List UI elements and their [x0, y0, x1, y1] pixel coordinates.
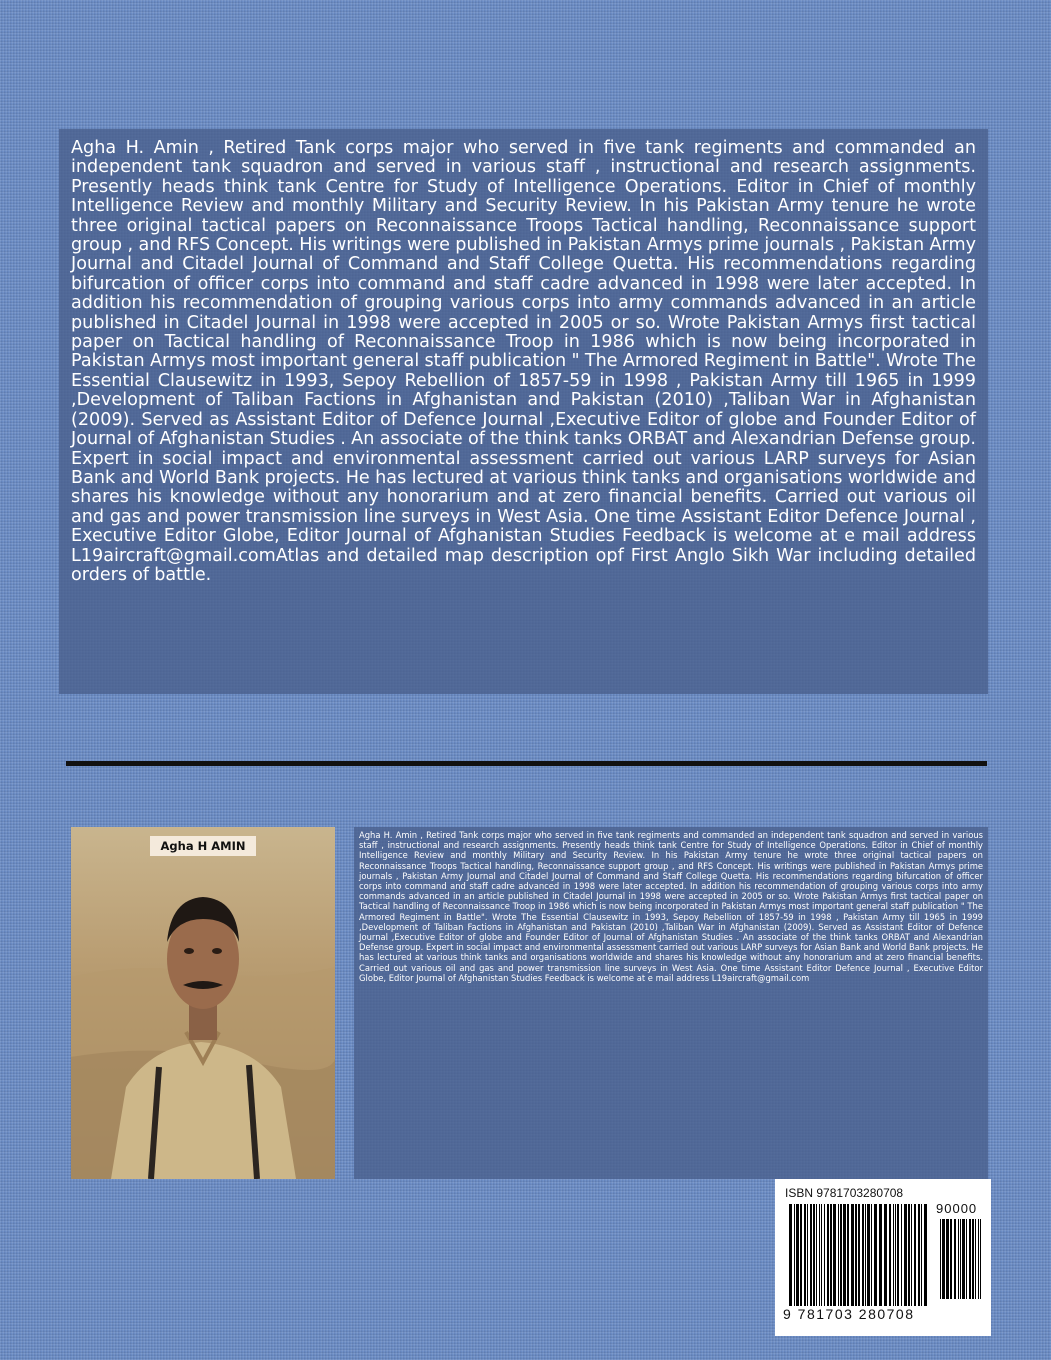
barcode-bar	[819, 1204, 820, 1306]
barcode-bar	[895, 1204, 896, 1306]
barcode-bar	[972, 1219, 974, 1299]
barcode-bar	[958, 1219, 959, 1299]
barcode-bar	[889, 1204, 891, 1306]
divider-line	[66, 761, 987, 766]
biography-text: Agha H. Amin , Retired Tank corps major who served in five tank regiments and commanded an independent tank squadron and served in various staff , instructional and research assignments. Presently heads think tank Centre for Study of Intelligence Operations. Editor in Chief of monthly Intelligence Review and monthly Military and Security Review. In his Pakistan Army tenure he wrote three original tactical papers on Reconnaissance Troops Tactical handling, Reconnaissance support group , and RFS Concept. His writings were published in Pakistan Armys prime journals , Pakistan Army Journal and Citadel Journal of Command and Staff College Quetta. His recommendations regarding bifurcation of officer corps into command and staff cadre advanced in 1998 were later accepted. In addition his recommendation of grouping various corps into army commands advanced in an article published in Citadel Journal in 1998 were accepted in 2005 or so. Wrote Pakistan Armys first tactical paper on Tactical handling of Reconnaissance Troop in 1986 which is now being incorporated in Pakistan Armys most important general staff publication " The Armored Regiment in Battle". Wrote The Essential Clausewitz in 1993, Sepoy Rebellion of 1857-59 in 1998 , Pakistan Army till 1965 in 1999 ,Development of Taliban Factions in Afghanistan and Pakistan (2010) ,Taliban War in Afghanistan (2009). Served as Assistant Editor of Defence Journal ,Executive Editor of globe and Founder Editor of Journal of Afghanistan Studies . An associate of the think tanks ORBAT and Alexandrian Defense group. Expert in social impact and environmental assessment carried out various LARP surveys for Asian Bank and World Bank projects. He has lectured at various think tanks and organisations worldwide and shares his knowledge without any honorarium and at zero financial benefits. Carried out various oil and gas and power transmission line surveys in West Asia. One time Assistant Editor Defence Journal , Executive Editor Globe, Editor Journal of Afghanistan Studies Feedback is welcome at e mail address L19aircraft@gmail.comAtlas and detailed map description opf First Anglo Sikh War including detailed orders of battle.	[71, 138, 976, 585]
barcode-bar	[838, 1204, 839, 1306]
barcode-bar	[840, 1204, 842, 1306]
barcode-bar	[843, 1204, 846, 1306]
barcode-bar	[918, 1204, 920, 1306]
barcode-bar	[833, 1204, 836, 1306]
barcode-bar	[827, 1204, 829, 1306]
price-barcode	[940, 1219, 984, 1299]
barcode-bar	[893, 1204, 894, 1306]
barcode-bar	[904, 1204, 907, 1306]
biography-panel-small	[354, 827, 988, 1179]
barcode-bar	[954, 1219, 956, 1299]
barcode-bar	[962, 1219, 965, 1299]
isbn-barcode	[789, 1204, 929, 1306]
barcode-bar	[858, 1204, 860, 1306]
barcode-bar	[911, 1204, 912, 1306]
barcode-bar	[884, 1204, 887, 1306]
author-portrait-image	[71, 827, 335, 1179]
barcode-bar	[821, 1204, 822, 1306]
biography-text-small: Agha H. Amin , Retired Tank corps major who served in five tank regiments and commanded an independent tank squadron and served in various staff , instructional and research assignments. Presently heads think tank Centre for Study of Intelligence Operations. Editor in Chief of monthly Intelligence Review and monthly Military and Security Review. In his Pakistan Army tenure he wrote three original tactical papers on Reconnaissance Troops Tactical handling, Reconnaissance support group , and RFS Concept. His writings were published in Pakistan Armys prime journals , Pakistan Army Journal and Citadel Journal of Command and Staff College Quetta. His recommendations regarding bifurcation of officer corps into command and staff cadre advanced in 1998 were later accepted. In addition his recommendation of grouping various corps into army commands advanced in an article published in Citadel Journal in 1998 were accepted in 2005 or so. Wrote Pakistan Armys first tactical paper on Tactical handling of Reconnaissance Troop in 1986 which is now being incorporated in Pakistan Armys most important general staff publication " The Armored Regiment in Battle". Wrote The Essential Clausewitz in 1993, Sepoy Rebellion of 1857-59 in 1998 , Pakistan Army till 1965 in 1999 ,Development of Taliban Factions in Afghanistan and Pakistan (2010) ,Taliban War in Afghanistan (2009). Served as Assistant Editor of Defence Journal ,Executive Editor of globe and Founder Editor of Journal of Afghanistan Studies . An associate of the think tanks ORBAT and Alexandrian Defense group. Expert in social impact and environmental assessment carried out various LARP surveys for Asian Bank and World Bank projects. He has lectured at various think tanks and organisations worldwide and shares his knowledge without any honorarium and at zero financial benefits. Carried out various oil and gas and power transmission line surveys in West Asia. One time Assistant Editor Defence Journal , Executive Editor Globe, Editor Journal of Afghanistan Studies Feedback is welcome at e mail address L19aircraft@gmail.com	[359, 830, 983, 983]
barcode-bar	[824, 1204, 825, 1306]
photo-caption: Agha H AMIN	[150, 836, 256, 856]
barcode-bar	[908, 1204, 910, 1306]
barcode-bar	[789, 1204, 792, 1306]
barcode-bar	[940, 1219, 941, 1299]
barcode-bar	[966, 1219, 967, 1299]
barcode-bar	[796, 1204, 799, 1306]
barcode-bar	[946, 1219, 949, 1299]
barcode-bar	[807, 1204, 808, 1306]
barcode-bar	[960, 1219, 961, 1299]
barcode-bar	[871, 1204, 872, 1306]
barcode-bar	[862, 1204, 864, 1306]
price-code: 90000	[936, 1201, 978, 1216]
barcode-bar	[897, 1204, 899, 1306]
barcode-bar	[865, 1204, 866, 1306]
author-photo	[71, 827, 335, 1179]
barcode-bar	[901, 1204, 902, 1306]
barcode-bar	[969, 1219, 971, 1299]
barcode-bar	[942, 1219, 945, 1299]
barcode-bar	[810, 1204, 812, 1306]
barcode-bar	[914, 1204, 916, 1306]
barcode-bar	[950, 1219, 952, 1299]
barcode-bar	[851, 1204, 854, 1306]
barcode-bar	[879, 1204, 882, 1306]
barcode-bar	[847, 1204, 849, 1306]
barcode-bar	[804, 1204, 806, 1306]
barcode-bar	[924, 1204, 927, 1306]
barcode-bar	[921, 1204, 922, 1306]
barcode-bar	[980, 1219, 981, 1299]
barcode-bar	[855, 1204, 857, 1306]
isbn-barcode-box	[775, 1179, 991, 1336]
barcode-bar	[867, 1204, 870, 1306]
barcode-bar	[794, 1204, 795, 1306]
barcode-bar	[975, 1219, 976, 1299]
isbn-digits: 9 781703 280708	[783, 1306, 915, 1322]
barcode-bar	[813, 1204, 815, 1306]
isbn-label: ISBN 9781703280708	[785, 1186, 904, 1200]
barcode-bar	[874, 1204, 877, 1306]
barcode-bar	[800, 1204, 802, 1306]
barcode-bar	[830, 1204, 832, 1306]
barcode-bar	[816, 1204, 817, 1306]
barcode-bar	[978, 1219, 979, 1299]
biography-panel	[59, 129, 988, 694]
